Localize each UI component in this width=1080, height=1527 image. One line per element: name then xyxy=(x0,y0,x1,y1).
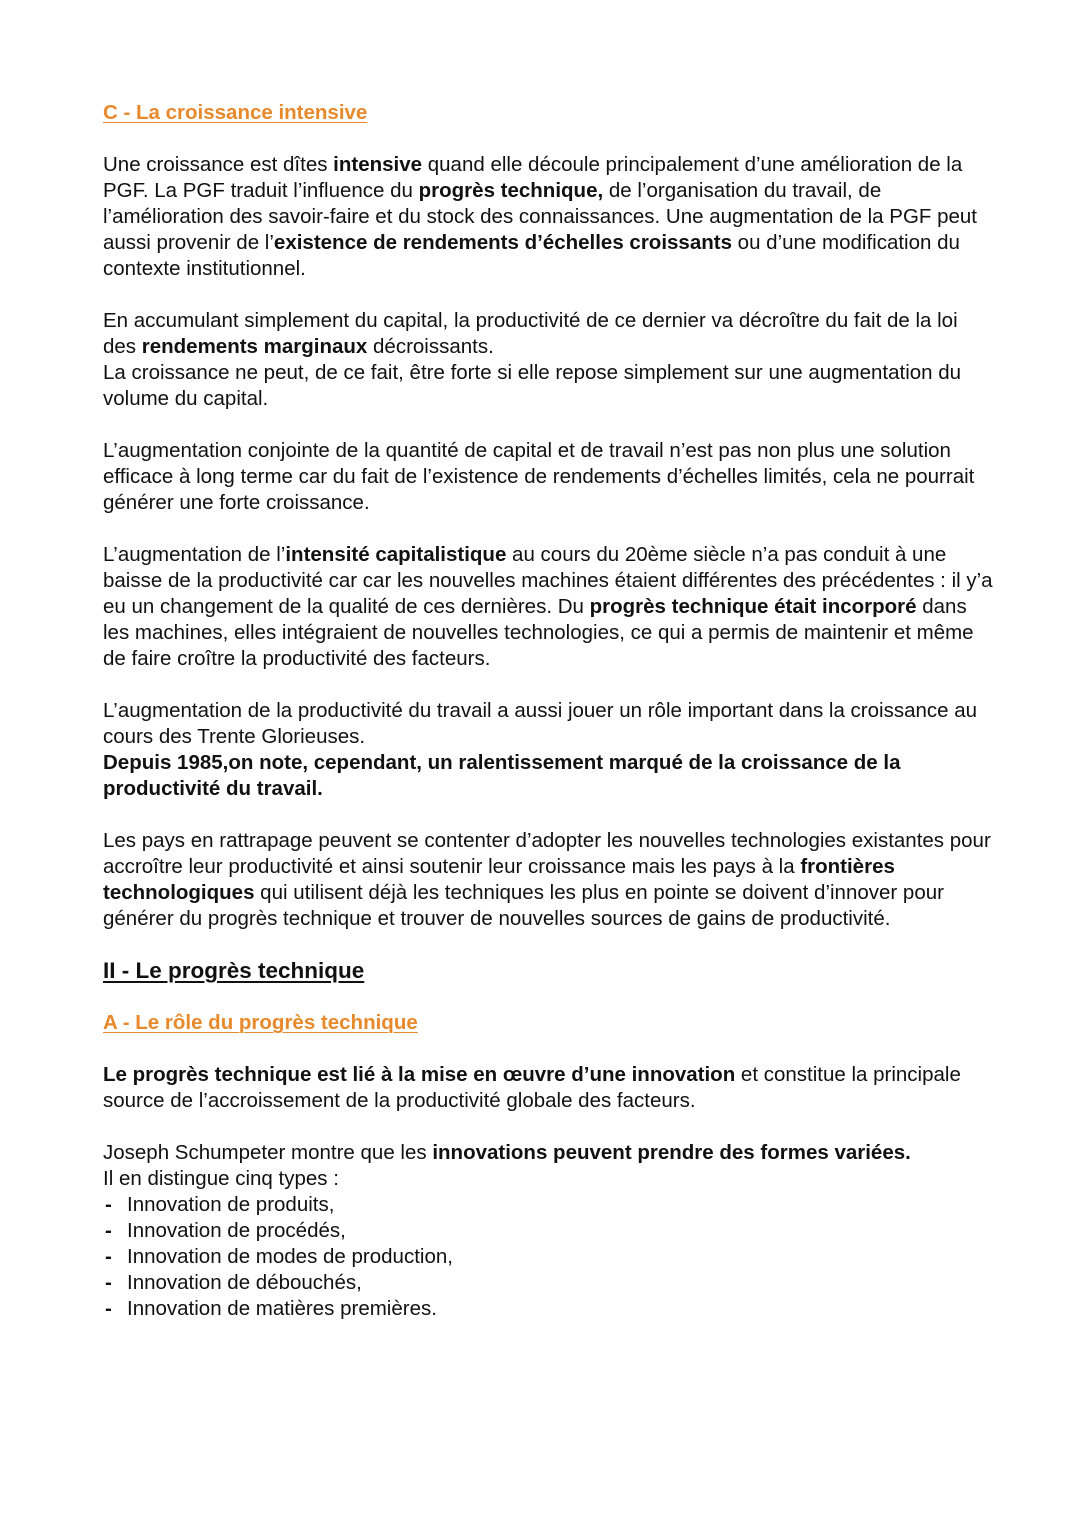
text-run: et constitue la principale source de l’accroissement de la productivité globale des facteurs. xyxy=(103,1063,961,1112)
list-item: - Innovation de produits, xyxy=(103,1192,993,1218)
list-item: - Innovation de modes de production, xyxy=(103,1244,993,1270)
text-run: L’augmentation de la productivité du travail a aussi jouer un rôle important dans la croissance au cours des Trente Glorieuses. xyxy=(103,699,978,748)
text-run: dans les machines, elles intégraient de nouvelles technologies, ce qui a permis de maintenir et même de faire croître la productivité des facteurs. xyxy=(103,595,974,670)
text-run: La croissance ne peut, de ce fait, être forte si elle repose simplement sur une augmentation du volume du capital. xyxy=(103,361,962,410)
bold-text: innovations peuvent prendre des formes variées. xyxy=(432,1141,911,1164)
list-item: - Innovation de débouchés, xyxy=(103,1270,993,1296)
paragraph xyxy=(103,360,993,412)
text-run: Joseph Schumpeter montre que les xyxy=(103,1141,433,1164)
text-run: Il en distingue cinq types : xyxy=(103,1167,339,1190)
paragraph xyxy=(103,1166,993,1192)
paragraph xyxy=(103,828,993,932)
innovation-types-list xyxy=(103,1192,993,1322)
bold-text: existence de rendements d’échelles croissants xyxy=(273,231,732,254)
bold-text: Depuis 1985,on note, cependant, un ralentissement marqué de la croissance de la productivité du travail. xyxy=(103,751,901,800)
text-run: de l’organisation du travail, de l’amélioration des savoir-faire et du stock des connaissances. Une augmentation de la PGF peut aussi provenir de l’ xyxy=(103,179,978,254)
bold-text: intensité capitalistique xyxy=(285,543,507,566)
text-run: L’augmentation conjointe de la quantité de capital et de travail n’est pas non plus une solution efficace à long terme car du fait de l’existence de rendements d’échelles limités, cela ne pourrait générer une forte croissance. xyxy=(103,439,975,514)
section-title-progres-technique: II - Le progrès technique xyxy=(103,958,365,983)
bold-text: Le progrès technique est lié à la mise en œuvre d’une innovation xyxy=(103,1063,736,1086)
text-run: Les pays en rattrapage peuvent se contenter d’adopter les nouvelles technologies existantes pour accroître leur productivité et ainsi soutenir leur croissance mais les pays à la xyxy=(103,829,991,878)
bold-text: progrès technique était incorporé xyxy=(589,595,917,618)
paragraph xyxy=(103,152,993,282)
paragraph xyxy=(103,438,993,516)
paragraph xyxy=(103,750,993,802)
text-run: En accumulant simplement du capital, la productivité de ce dernier va décroître du fait de la loi des xyxy=(103,309,958,358)
text-run: Une croissance est dîtes xyxy=(103,153,334,176)
subheading-croissance-intensive: C - La croissance intensive xyxy=(103,101,368,124)
document-page xyxy=(103,100,993,1322)
text-run: quand elle découle principalement d’une amélioration de la PGF. La PGF traduit l’influence du xyxy=(103,153,963,202)
paragraph xyxy=(103,1140,993,1166)
bold-text: intensive xyxy=(333,153,423,176)
paragraph xyxy=(103,308,993,360)
text-run: au cours du 20ème siècle n’a pas conduit à une baisse de la productivité car car les nouvelles machines étaient différentes des précédentes : il y’a eu un changement de la qualité de ces dernières. Du xyxy=(103,543,993,618)
text-run: qui utilisent déjà les techniques les plus en pointe se doivent d’innover pour générer du progrès technique et trouver de nouvelles sources de gains de productivité. xyxy=(103,881,944,930)
bold-text: frontières technologiques xyxy=(103,855,895,904)
subheading-role-progres-technique: A - Le rôle du progrès technique xyxy=(103,1011,418,1034)
text-run: ou d’une modification du contexte institutionnel. xyxy=(103,231,960,280)
paragraph xyxy=(103,698,993,750)
paragraph xyxy=(103,1062,993,1114)
list-item: - Innovation de procédés, xyxy=(103,1218,993,1244)
text-run: L’augmentation de l’ xyxy=(103,543,286,566)
list-item: - Innovation de matières premières. xyxy=(103,1296,993,1322)
bold-text: rendements marginaux xyxy=(141,335,368,358)
bold-text: progrès technique, xyxy=(418,179,604,202)
text-run: décroissants. xyxy=(367,335,494,358)
paragraph xyxy=(103,542,993,672)
